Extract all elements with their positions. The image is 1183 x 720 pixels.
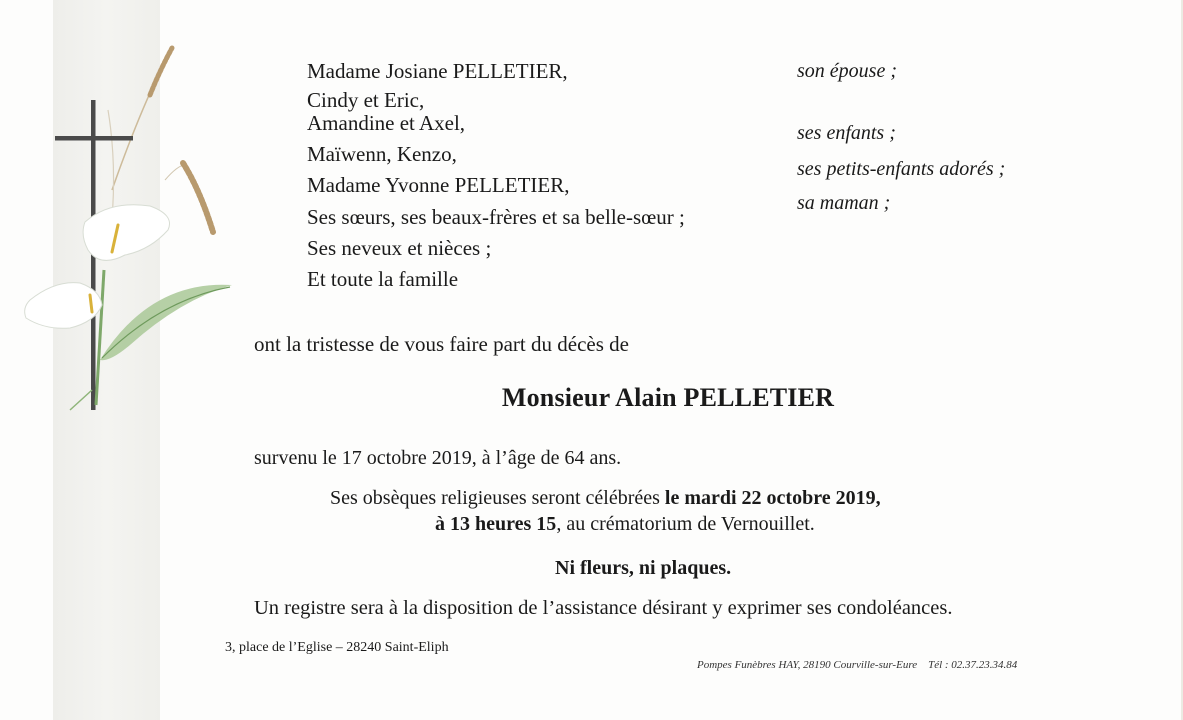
relation-label: ses petits-enfants adorés ; [797,158,1006,180]
relation-label: ses enfants ; [797,122,896,144]
announcement-text: ont la tristesse de vous faire part du décès de [254,332,629,356]
relation-label: sa maman ; [797,192,891,214]
funeral-line-1 [330,486,881,510]
family-member: Et toute la famille [307,267,459,291]
family-member: Cindy et Eric, [307,88,425,112]
funeral-home-info [697,659,1017,671]
family-member: Ses neveux et nièces ; [307,236,492,260]
funeral-time: à 13 heures 15 [435,513,557,535]
funeral-line-2 [435,512,815,536]
family-member: Amandine et Axel, [307,111,466,135]
deceased-name: Monsieur Alain PELLETIER [501,383,835,412]
family-member: Madame Yvonne PELLETIER, [307,173,570,197]
family-member: Madame Josiane PELLETIER, [307,59,568,83]
family-address: 3, place de l’Eglise – 28240 Saint-Eliph [225,640,449,655]
family-member: Maïwenn, Kenzo, [307,142,457,166]
funeral-place: , au crématorium de Vernouillet. [556,513,815,535]
register-note: Un registre sera à la disposition de l’assistance désirant y exprimer ses condoléances. [254,597,953,619]
funeral-home-phone: Tél : 02.37.23.34.84 [928,659,1018,671]
funeral-date: le mardi 22 octobre 2019, [664,487,881,509]
family-member: Ses sœurs, ses beaux-frères et sa belle-sœur ; [307,205,685,229]
flowers-note: Ni fleurs, ni plaques. [555,557,732,579]
relation-label: son épouse ; [797,60,897,82]
funeral-prefix: Ses obsèques religieuses seront célébrées [330,487,665,509]
funeral-home-name: Pompes Funèbres HAY, 28190 Courville-sur-Eure [697,659,918,671]
death-info: survenu le 17 octobre 2019, à l’âge de 64 ans. [254,447,622,469]
